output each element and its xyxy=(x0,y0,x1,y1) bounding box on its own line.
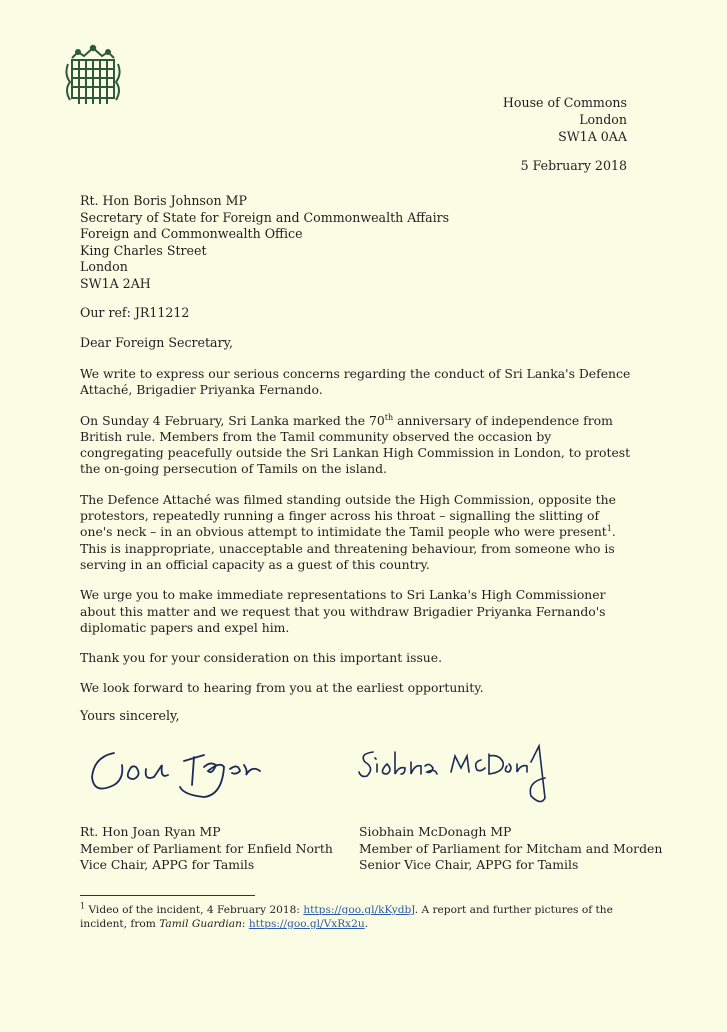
portcullis-crest-icon xyxy=(64,44,122,110)
signatory-siobhain-mcdonagh xyxy=(359,824,662,874)
paragraph-text: . This is inappropriate, unacceptable and threatening behaviour, from someone who is serving in an official capacity as a guest of this country. xyxy=(80,524,616,572)
paragraph-text: The Defence Attaché was filmed standing outside the High Commission, opposite the protestors, repeatedly running a finger across his throat – signalling the slitting of one's neck – in an obvious attempt to intimidate the Tamil people who were present xyxy=(80,491,616,540)
report-link[interactable]: https://goo.gl/VxRx2u xyxy=(248,918,365,930)
paragraph: We write to express our serious concerns regarding the conduct of Sri Lanka's Defence Attaché, Brigadier Priyanka Fernando. xyxy=(80,366,631,398)
recipient-line: Foreign and Commonwealth Office xyxy=(80,226,303,241)
reference: Our ref: JR11212 xyxy=(80,305,190,320)
recipient-line: SW1A 2AH xyxy=(80,275,151,291)
address-line: SW1A 0AA xyxy=(558,129,627,144)
letter-body xyxy=(80,366,632,711)
signatory-name: Siobhain McDonagh MP xyxy=(359,824,512,839)
source-name: Tamil Guardian xyxy=(159,918,242,930)
paragraph-text: On Sunday 4 February, Sri Lanka marked the 70 xyxy=(80,412,385,428)
signatory-role: Senior Vice Chair, APPG for Tamils xyxy=(359,857,579,872)
signatory-role: Vice Chair, APPG for Tamils xyxy=(80,857,255,872)
footnote-divider xyxy=(80,895,255,896)
paragraph: We urge you to make immediate representations to Sri Lanka's High Commissioner about this matter and we request that you withdraw Brigadier Priyanka Fernando's diplomatic papers and expel him. xyxy=(80,587,606,635)
signatory-title: Member of Parliament for Mitcham and Morden xyxy=(359,840,663,856)
signature-siobhain-mcdonagh xyxy=(355,738,555,808)
letter-date: 5 February 2018 xyxy=(520,158,627,173)
recipient-line: Secretary of State for Foreign and Commonwealth Affairs xyxy=(80,209,450,225)
recipient-line: King Charles Street xyxy=(80,242,207,258)
paragraph-text: anniversary of independence from British rule. Members from the Tamil community observed the occasion by congregating peacefully outside the Sri Lankan High Commission in London, to protest the on-going persecution of Tamils on the island. xyxy=(80,412,631,477)
salutation: Dear Foreign Secretary, xyxy=(80,335,234,350)
recipient-line: London xyxy=(80,259,128,274)
signatory-joan-ryan xyxy=(80,824,333,874)
paragraph xyxy=(80,492,632,573)
paragraph: Thank you for your consideration on this important issue. xyxy=(80,650,443,666)
footnote-marker: 1 xyxy=(606,524,612,534)
recipient-line: Rt. Hon Boris Johnson MP xyxy=(80,193,247,208)
footnote-number: 1 xyxy=(80,901,86,911)
closing: Yours sincerely, xyxy=(80,708,180,723)
sender-address xyxy=(503,94,627,145)
signature-joan-ryan xyxy=(84,735,264,805)
video-link[interactable]: https://goo.gl/kKydbJ xyxy=(303,904,415,916)
signatory-name: Rt. Hon Joan Ryan MP xyxy=(80,824,221,839)
recipient-address xyxy=(80,193,449,292)
superscript: th xyxy=(384,412,394,422)
footnote xyxy=(80,903,632,931)
address-line: London xyxy=(579,112,627,127)
footnote-text: . xyxy=(364,918,369,930)
address-line: House of Commons xyxy=(502,95,627,110)
footnote-text: Video of the incident, 4 February 2018: xyxy=(85,904,304,916)
paragraph: We look forward to hearing from you at the earliest opportunity. xyxy=(80,680,484,696)
footnote-text: . A report and further pictures of the incident, from xyxy=(80,904,613,930)
paragraph xyxy=(80,413,632,478)
signatory-title: Member of Parliament for Enfield North xyxy=(80,840,333,856)
footnote-text: : xyxy=(241,918,249,930)
